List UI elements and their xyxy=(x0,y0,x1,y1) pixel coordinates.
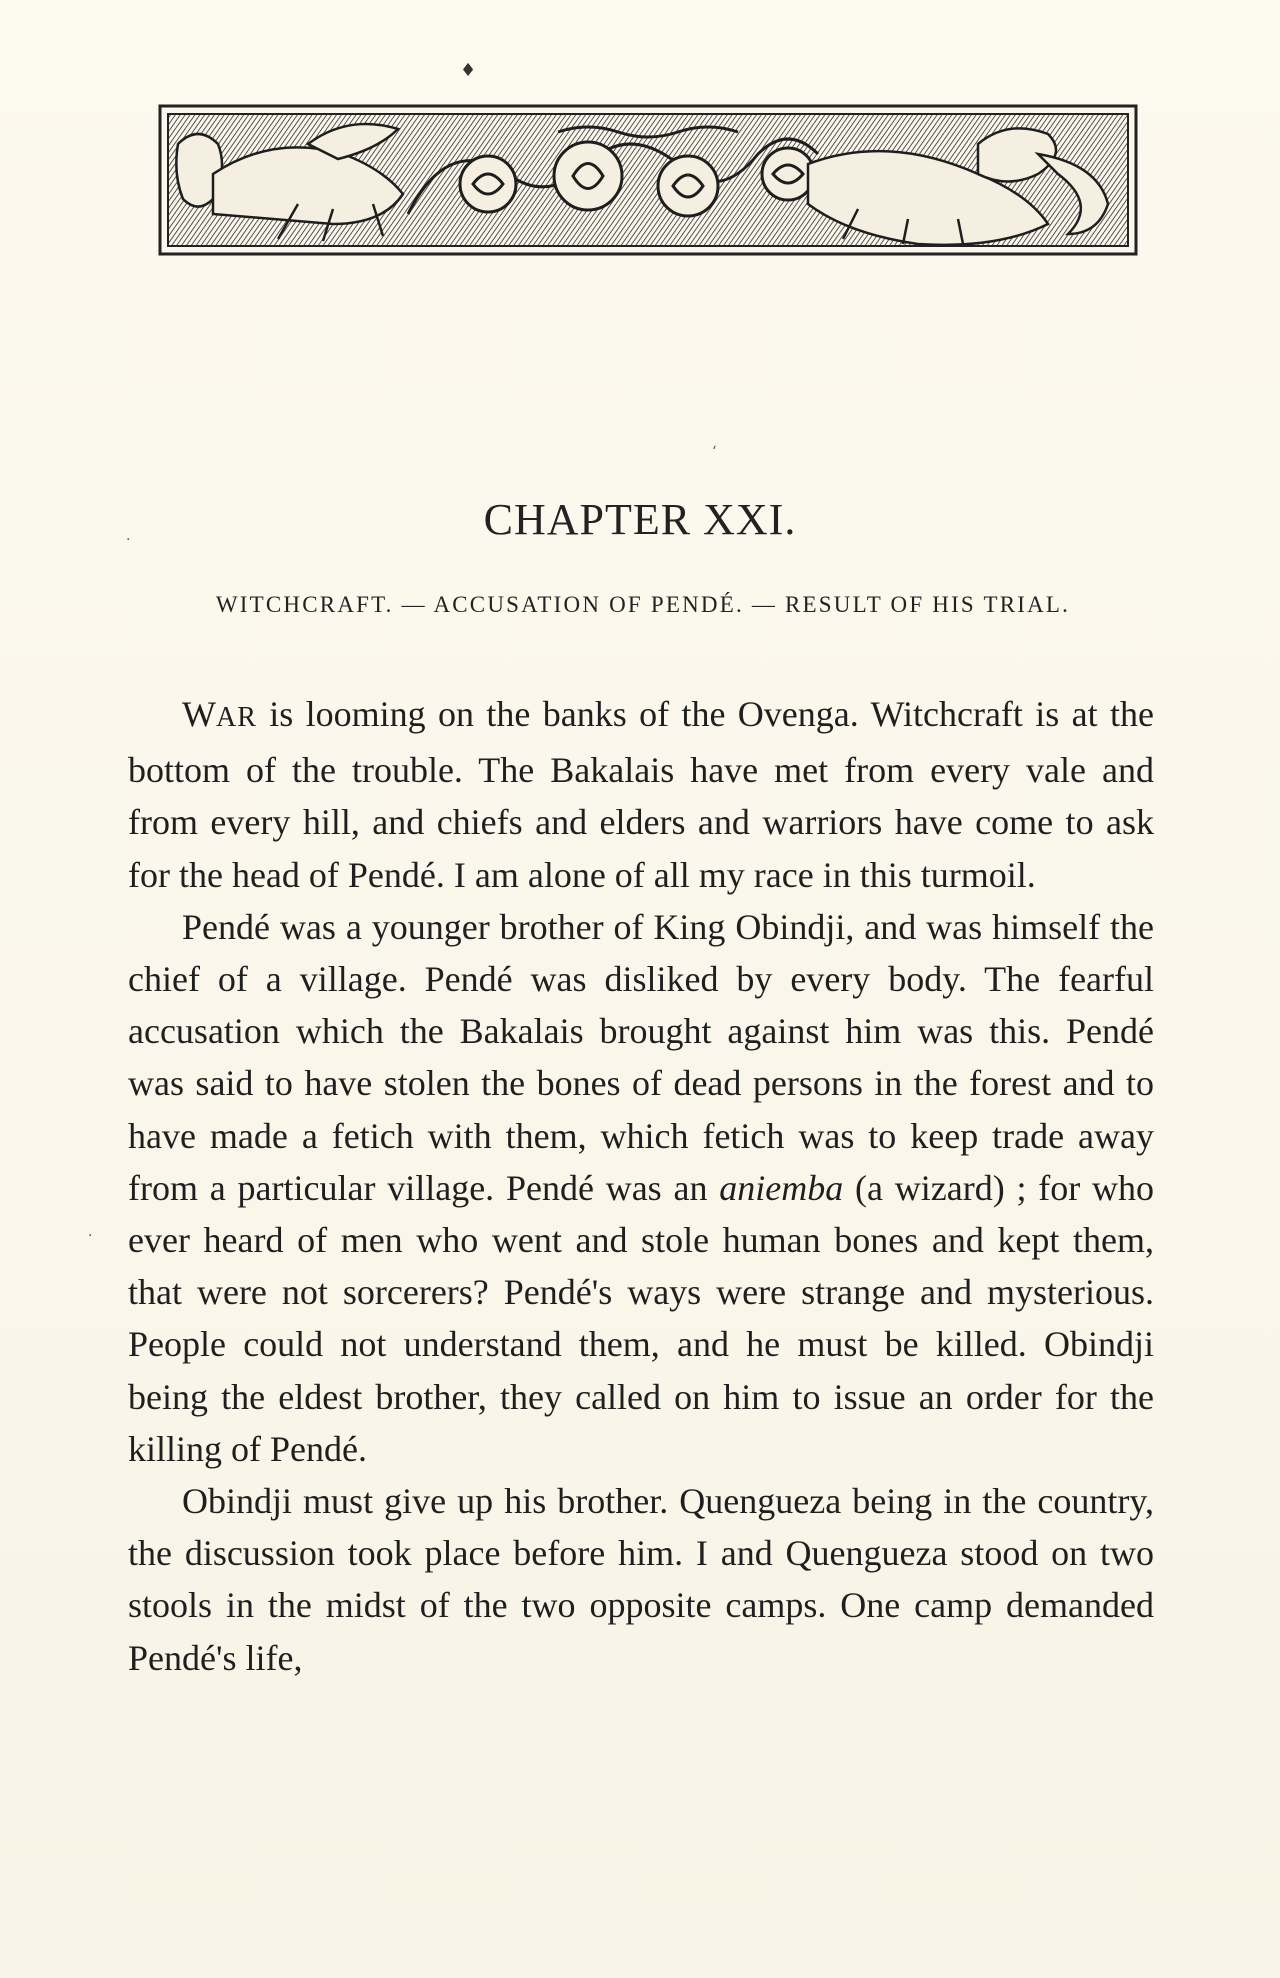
chapter-title: CHAPTER XXI. xyxy=(483,495,797,544)
paragraph-3-text: Obindji must give up his brother. Quengueza being in the country, the discussion took place before him. I and Quengueza stood on two stools in the midst of the two opposite camps. One camp demanded Pendé's life, xyxy=(128,1481,1154,1678)
stray-dot: · xyxy=(88,1228,93,1244)
paragraph-1 xyxy=(128,688,1154,901)
ornamental-header-band xyxy=(158,104,1138,256)
stray-dot: . xyxy=(126,528,131,544)
printer-mark: ♦ xyxy=(460,60,477,81)
stray-mark: ‘ xyxy=(712,444,717,460)
paragraph-3 xyxy=(128,1475,1154,1684)
paragraph-2-text-before: Pendé was a younger brother of King Obindji, and was himself the chief of a village. Pendé was disliked by every body. The fearful accusation which the Bakalais brought against him was this. Pendé was said to have stolen the bones of dead persons in the forest and to have made a fetich with them, which fetich was to keep trade away from a particular village. Pendé was an xyxy=(128,906,1154,1208)
paragraph-2 xyxy=(128,901,1154,1475)
chapter-summary: WITCHCRAFT. — ACCUSATION OF PENDÉ. — RESULT OF HIS TRIAL. xyxy=(215,592,1071,617)
paragraph-2-text-after: (a wizard) ; for who ever heard of men who went and stole human bones and kept them, that were not sorcerers? Pendé's ways were strange and mysterious. People could not understand them, and he must be killed. Obindji being the eldest brother, they called on him to issue an order for the killing of Pendé. xyxy=(128,1167,1154,1469)
italic-term: aniemba xyxy=(719,1167,844,1208)
drop-word-rest: AR xyxy=(215,702,257,733)
paragraph-1-text: is looming on the banks of the Ovenga. Witchcraft is at the bottom of the trouble. The Bakalais have met from every vale and from every hill, and chiefs and elders and warriors have come to ask for the head of Pendé. I am alone of all my race in this turmoil. xyxy=(128,694,1154,895)
drop-word-initial: W xyxy=(182,694,216,734)
chapter-body xyxy=(128,688,1154,1684)
